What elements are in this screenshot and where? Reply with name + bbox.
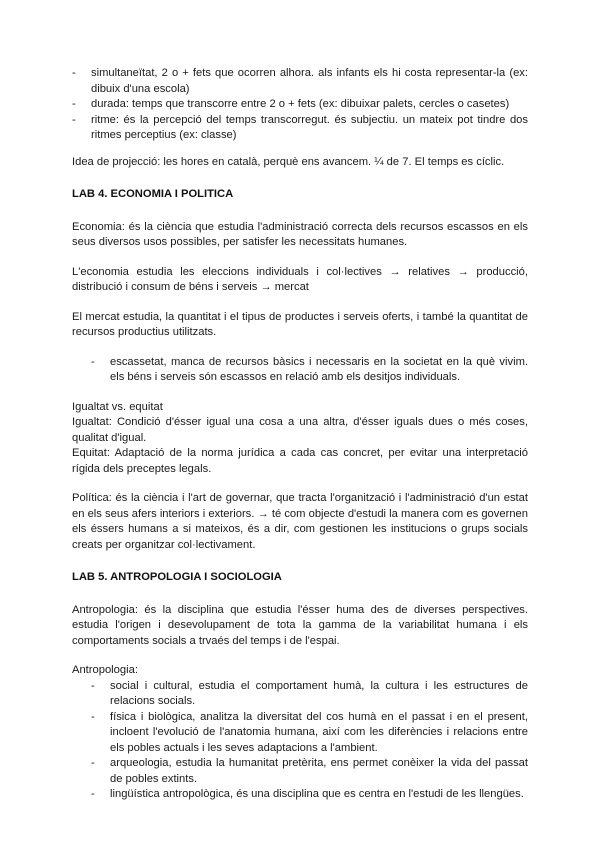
igualtat-title: Igualtat vs. equitat	[72, 400, 163, 413]
antropologia-list-title: Antropologia:	[72, 664, 138, 676]
lab4-heading: LAB 4. ECONOMIA I POLITICA	[72, 188, 234, 200]
list-item: - social i cultural, estudia el comportament humà, la cultura i les estructures de relacions socials.	[91, 679, 528, 707]
escassetat-list	[91, 355, 528, 386]
list-item: - arqueologia, estudia la humanitat pretèrita, ens permet conèixer la vida del passat de pobles extints.	[91, 757, 528, 785]
list-item: - simultaneïtat, 2 o + fets que ocorren alhora. als infants els hi costa representar-la (ex: dibuix d'una escola)	[72, 67, 528, 95]
equitat-definition: Equitat: Adaptació de la norma jurídica a cada cas concret, per evitar una interpretació rígida dels preceptes legals.	[72, 447, 528, 475]
document-page	[72, 66, 528, 803]
economia-definition: Economia: és la ciència que estudia l'administració correcta dels recursos escassos en els seus diversos usos possibles, per satisfer les necessitats humanes.	[72, 220, 528, 248]
time-concepts-list	[72, 66, 528, 144]
projection-idea-paragraph: Idea de projecció: les hores en català, perquè ens avancem. ¼ de 7. El temps es cíclic.	[72, 155, 505, 168]
list-item: - ritme: és la percepció del temps transcorregut. és subjectiu. un mateix pot tindre dos ritmes perceptius (ex: classe)	[72, 113, 528, 141]
economia-studies-paragraph: L'economia estudia les eleccions individuals i col·lectives → relatives → producció, distribució i consum de béns i serveis → mercat	[72, 265, 528, 293]
mercat-paragraph: El mercat estudia, la quantitat i el tipus de productes i serveis oferts, i també la quantitat de recursos productius utilitzats.	[72, 310, 528, 338]
list-item: - escassetat, manca de recursos bàsics i necessaris en la societat en la què vivim. els béns i serveis són escassos en relació amb els desitjos individuals.	[91, 355, 528, 383]
antropologia-list	[91, 679, 528, 803]
list-item: - física i biològica, analitza la diversitat del cos humà en el passat i en el present, incloent l'evolució de l'anatomia humana, així com les diferències i relacions entre els pobles actuals i les seves adaptacions a l'ambient.	[91, 710, 528, 754]
list-item: - lingüística antropològica, és una disciplina que es centra en l'estudi de les llengües.	[91, 788, 524, 800]
igualtat-definition: Igualtat: Condició d'ésser igual una cosa a una altra, d'ésser iguals dues o més coses, qualitat d'igual.	[72, 416, 528, 444]
politica-definition: Política: és la ciència i l'art de governar, que tracta l'organització i l'administració d'un estat en els seus afers interiors i exteriors. → té com objecte d'estudi la manera com es governen els éssers humans a si mateixos, és a dir, com gestionen les institucions o grups socials creats per organitzar col·lectivament.	[72, 492, 528, 551]
list-item: - durada: temps que transcorre entre 2 o + fets (ex: dibuixar palets, cercles o casetes)	[72, 98, 510, 110]
antropologia-definition: Antropologia: és la disciplina que estudia l'ésser huma des de diverses perspectives. estudia l'origen i desevolupament de tota la gamma de la variabilitat humana i els comportaments socials a trvaés del temps i de l'espai.	[72, 603, 528, 647]
lab5-heading: LAB 5. ANTROPOLOGIA I SOCIOLOGIA	[72, 571, 282, 583]
